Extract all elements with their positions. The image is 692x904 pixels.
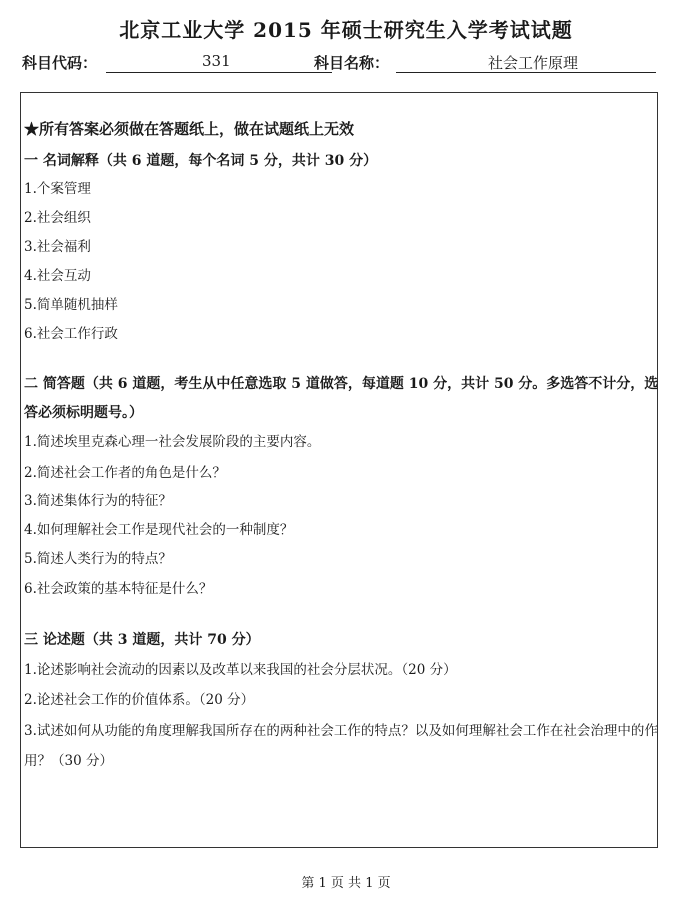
section-2-heading: 二 简答题（共 6 道题，考生从中任意选取 5 道做答，每道题 10 分，共计 50 分。多选答不计分，选答必须标明题号。） xyxy=(24,376,659,421)
section-3-item: 1.论述影响社会流动的因素以及改革以来我国的社会分层状况。（20 分） xyxy=(24,662,457,678)
section-1-item: 4.社会互动 xyxy=(24,268,91,284)
section-2-item: 6.社会政策的基本特征是什么？ xyxy=(24,581,213,597)
section-1-item: 3.社会福利 xyxy=(24,239,91,255)
subject-row xyxy=(22,52,662,76)
section-3-heading: 三 论述题（共 3 道题，共计 70 分） xyxy=(24,632,260,648)
subject-code-underline xyxy=(106,72,332,73)
section-1-item: 1.个案管理 xyxy=(24,181,91,197)
section-1-item: 5.简单随机抽样 xyxy=(24,297,118,313)
section-2-item: 4.如何理解社会工作是现代社会的一种制度？ xyxy=(24,522,294,538)
section-3-item: 2.论述社会工作的价值体系。（20 分） xyxy=(24,692,255,708)
section-2-item: 5.简述人类行为的特点？ xyxy=(24,551,172,567)
section-1-item: 2.社会组织 xyxy=(24,210,91,226)
subject-code-value: 331 xyxy=(202,52,231,70)
exam-title: 北京工业大学 2015 年硕士研究生入学考试试题 xyxy=(119,18,573,42)
section-2-item: 2.简述社会工作者的角色是什么？ xyxy=(24,465,226,481)
subject-name-label: 科目名称： xyxy=(314,54,390,72)
subject-code-label: 科目代码： xyxy=(22,54,98,72)
section-1-item: 6.社会工作行政 xyxy=(24,326,118,342)
section-3-item: 3.试述如何从功能的角度理解我国所存在的两种社会工作的特点？以及如何理解社会工作在社会治理中的作用？（30 分） xyxy=(24,723,658,769)
page-footer: 第 1 页 共 1 页 xyxy=(301,876,391,891)
answer-notice: ★所有答案必须做在答题纸上，做在试题纸上无效 xyxy=(24,120,355,138)
section-1-heading: 一 名词解释（共 6 道题，每个名词 5 分，共计 30 分） xyxy=(24,153,378,169)
subject-name-value: 社会工作原理 xyxy=(488,54,579,72)
section-2-item: 1.简述埃里克森心理一社会发展阶段的主要内容。 xyxy=(24,434,321,450)
section-2-item: 3.简述集体行为的特征？ xyxy=(24,493,172,509)
